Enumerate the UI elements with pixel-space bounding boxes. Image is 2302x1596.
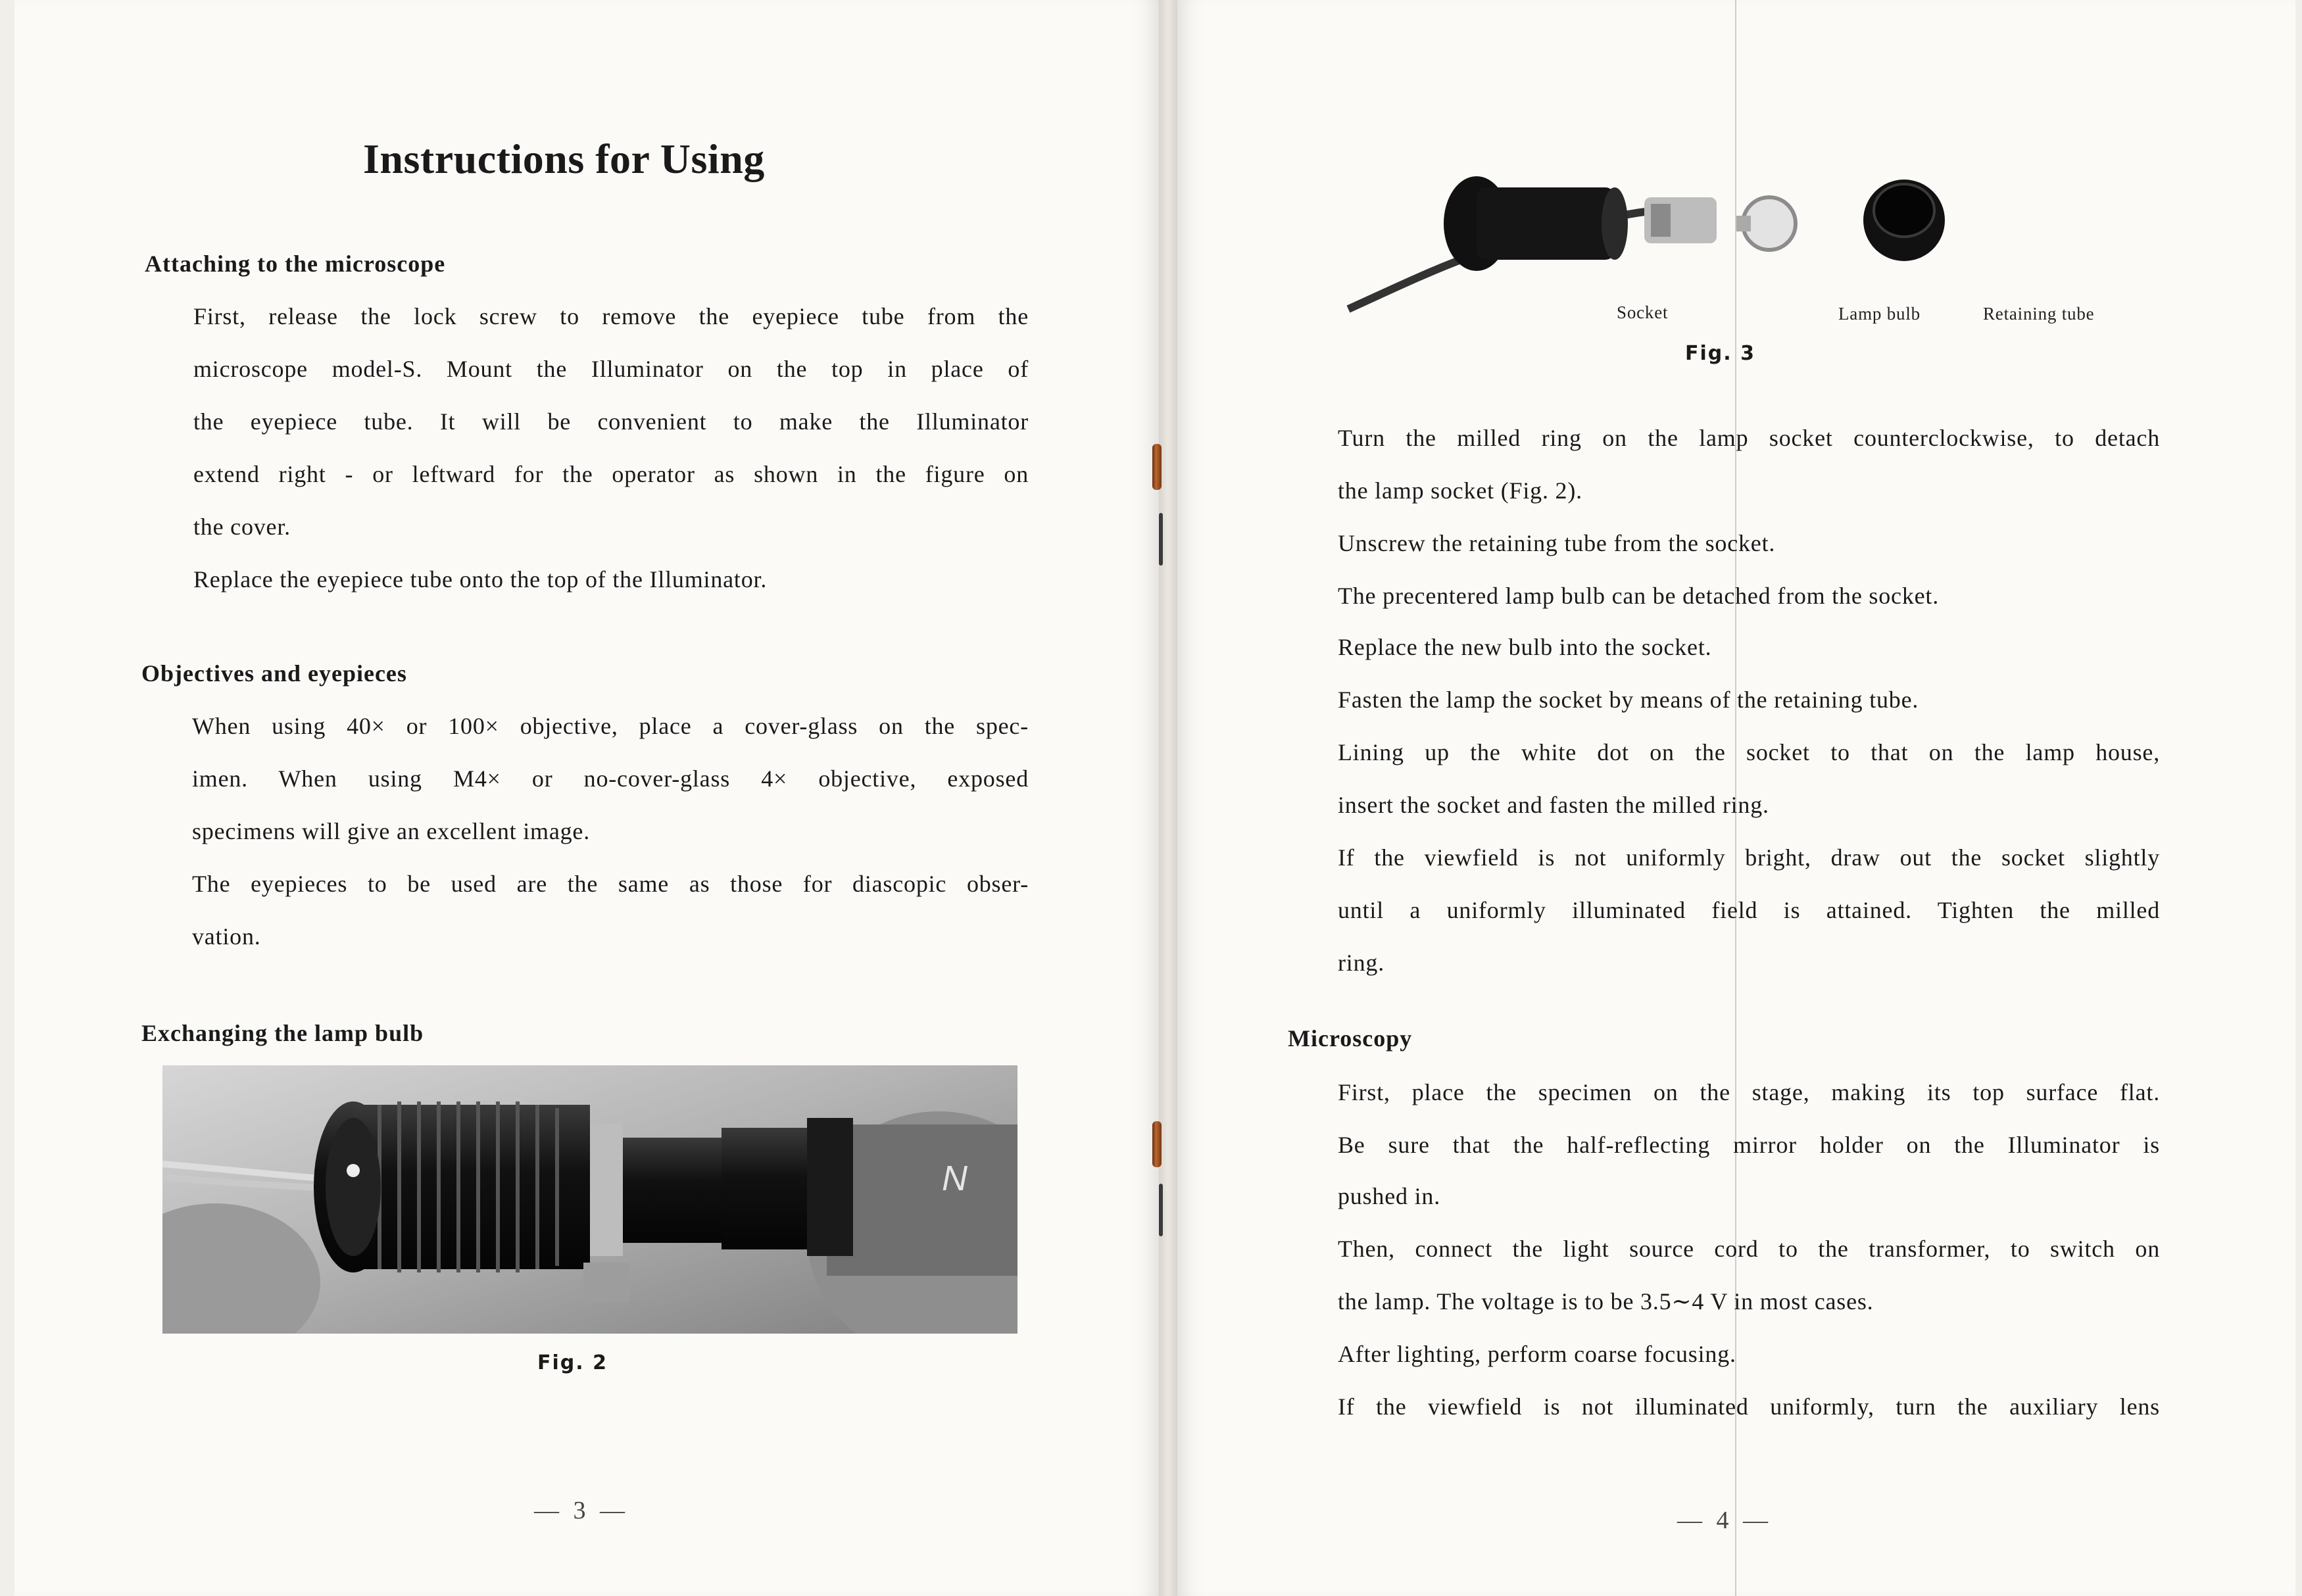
photo-brand-text: N: [942, 1159, 967, 1198]
text-line: the lamp socket (Fig. 2).: [1338, 477, 1582, 504]
text-line: Lining up the white dot on the socket to that on the lamp house,: [1338, 739, 2160, 765]
text-line: First, place the specimen on the stage, making its top surface flat.: [1338, 1079, 2160, 1105]
staple-top-tip: [1159, 513, 1163, 566]
text-line: When using 40× or 100× objective, place a cover-glass on the spec-: [192, 713, 1029, 739]
text-line: Then, connect the light source cord to the transformer, to switch on: [1338, 1236, 2160, 1262]
page-title: Instructions for Using: [363, 135, 765, 182]
heading-microscopy: Microscopy: [1288, 1025, 1413, 1052]
text-line: vation.: [192, 923, 261, 950]
caption-socket: Socket: [1617, 302, 1669, 322]
heading-attaching: Attaching to the microscope: [145, 251, 446, 277]
text-line: After lighting, perform coarse focusing.: [1338, 1341, 1736, 1367]
figure-3-photo: [1342, 158, 2052, 329]
text-line: specimens will give an excellent image.: [192, 818, 591, 844]
page-number-right: — 4 —: [1677, 1507, 1772, 1534]
figure-2-photo: [162, 1065, 1017, 1334]
heading-objectives: Objectives and eyepieces: [141, 660, 407, 687]
text-line: Replace the new bulb into the socket.: [1338, 634, 1712, 660]
text-line: the eyepiece tube. It will be convenient to make the Illuminator: [193, 408, 1029, 435]
text-line: First, release the lock screw to remove the eyepiece tube from the: [193, 303, 1029, 329]
text-line: until a uniformly illuminated field is attained. Tighten the milled: [1338, 897, 2160, 923]
text-line: imen. When using M4× or no-cover-glass 4× objective, exposed: [192, 765, 1029, 792]
text-line: the cover.: [193, 514, 291, 540]
text-line: microscope model-S. Mount the Illuminator on the top in place of: [193, 356, 1029, 382]
text-line: The precentered lamp bulb can be detached from the socket.: [1338, 583, 1940, 609]
text-line: If the viewfield is not uniformly bright, draw out the socket slightly: [1338, 844, 2160, 871]
staple-bottom: [1152, 1121, 1162, 1167]
text-line: insert the socket and fasten the milled ring.: [1338, 792, 1769, 818]
page-number-left: — 3 —: [534, 1497, 629, 1524]
illuminator-photo: [162, 1065, 1017, 1334]
caption-lamp-bulb: Lamp bulb: [1838, 304, 1921, 324]
figure-3-label: Fig. 3: [1685, 342, 1755, 365]
fold-crease: [1735, 0, 1736, 1596]
left-page: [14, 0, 1159, 1596]
text-line: pushed in.: [1338, 1183, 1440, 1209]
text-line: Turn the milled ring on the lamp socket counterclockwise, to detach: [1338, 425, 2160, 451]
text-line: ring.: [1338, 950, 1384, 976]
text-line: Replace the eyepiece tube onto the top of the Illuminator.: [193, 566, 768, 592]
staple-top: [1152, 444, 1162, 490]
staple-bottom-tip: [1159, 1184, 1163, 1236]
text-line: the lamp. The voltage is to be 3.5∼4 V in most cases.: [1338, 1288, 1874, 1315]
text-line: extend right - or leftward for the operator as shown in the figure on: [193, 461, 1029, 487]
right-page: [1177, 0, 2295, 1596]
text-line: Unscrew the retaining tube from the socket.: [1338, 530, 1776, 556]
figure-2-label: Fig. 2: [537, 1351, 608, 1374]
text-line: Fasten the lamp the socket by means of the retaining tube.: [1338, 687, 1919, 713]
text-line: If the viewfield is not illuminated uniformly, turn the auxiliary lens: [1338, 1393, 2160, 1420]
caption-retaining-tube: Retaining tube: [1983, 304, 2095, 324]
spine-gutter: [1159, 0, 1177, 1596]
text-line: The eyepieces to be used are the same as those for diascopic obser-: [192, 871, 1029, 897]
heading-exchanging: Exchanging the lamp bulb: [141, 1020, 424, 1046]
text-line: Be sure that the half-reflecting mirror holder on the Illuminator is: [1338, 1132, 2160, 1158]
